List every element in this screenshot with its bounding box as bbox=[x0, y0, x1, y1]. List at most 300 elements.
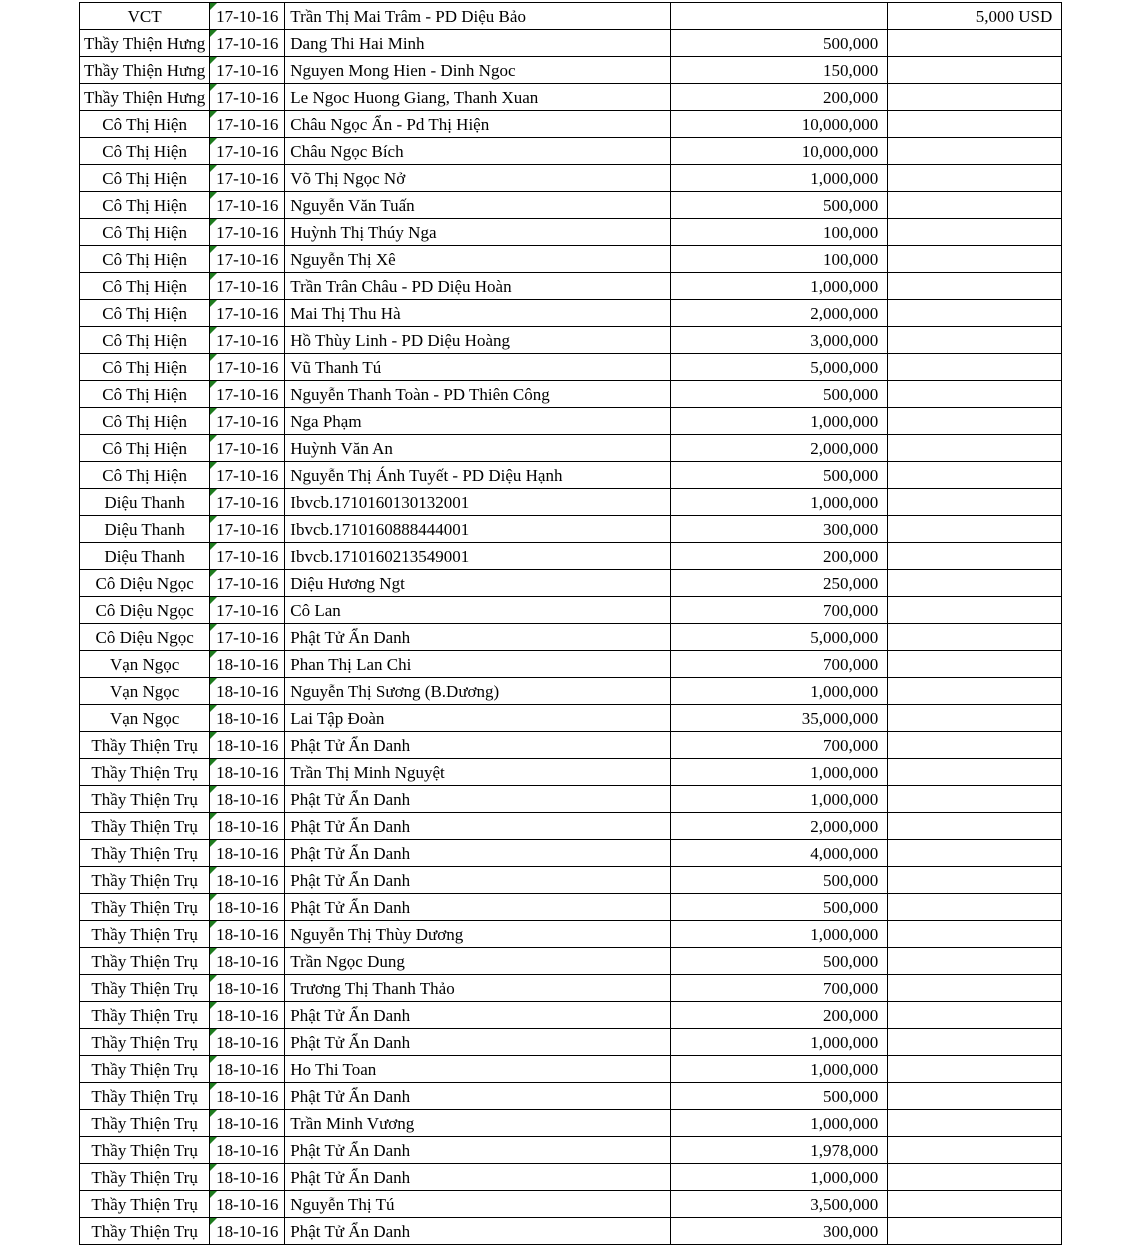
cell-date[interactable] bbox=[210, 84, 285, 111]
cell-date[interactable] bbox=[210, 3, 285, 30]
cell-amount[interactable]: 2,000,000 bbox=[671, 300, 888, 327]
cell-date[interactable] bbox=[210, 1056, 285, 1083]
cell-donor[interactable]: Phật Tử Ẩn Danh bbox=[285, 840, 671, 867]
giver-label: Cô Thị Hiện bbox=[102, 465, 187, 485]
cell-donor[interactable]: Diệu Hương Ngt bbox=[285, 570, 671, 597]
cell-amount[interactable]: 500,000 bbox=[671, 894, 888, 921]
giver-label: Thầy Thiện Trụ bbox=[91, 924, 198, 944]
text-as-number-indicator-icon bbox=[210, 435, 217, 442]
cell-giver[interactable] bbox=[80, 354, 210, 381]
cell-amount[interactable]: 1,000,000 bbox=[671, 921, 888, 948]
cell-amount[interactable]: 100,000 bbox=[671, 246, 888, 273]
cell-giver[interactable] bbox=[80, 759, 210, 786]
cell-note[interactable] bbox=[888, 246, 1062, 273]
text-as-number-indicator-icon bbox=[210, 1191, 217, 1198]
cell-giver[interactable] bbox=[80, 138, 210, 165]
cell-amount[interactable]: 500,000 bbox=[671, 192, 888, 219]
cell-date[interactable] bbox=[210, 435, 285, 462]
cell-note[interactable] bbox=[888, 975, 1062, 1002]
cell-note[interactable] bbox=[888, 381, 1062, 408]
cell-donor[interactable]: Phật Tử Ẩn Danh bbox=[285, 732, 671, 759]
cell-donor[interactable]: Phật Tử Ẩn Danh bbox=[285, 624, 671, 651]
text-as-number-indicator-icon bbox=[210, 813, 217, 820]
giver-label: Thầy Thiện Trụ bbox=[91, 978, 198, 998]
cell-note[interactable] bbox=[888, 732, 1062, 759]
cell-amount[interactable]: 3,000,000 bbox=[671, 327, 888, 354]
cell-note[interactable] bbox=[888, 1002, 1062, 1029]
cell-date[interactable] bbox=[210, 1218, 285, 1245]
cell-date[interactable] bbox=[210, 840, 285, 867]
cell-giver-clip bbox=[80, 246, 209, 272]
cell-note[interactable] bbox=[888, 1110, 1062, 1137]
cell-date[interactable] bbox=[210, 165, 285, 192]
cell-amount[interactable]: 1,978,000 bbox=[671, 1137, 888, 1164]
text-as-number-indicator-icon bbox=[210, 165, 217, 172]
cell-donor[interactable]: Phật Tử Ẩn Danh bbox=[285, 813, 671, 840]
cell-giver[interactable] bbox=[80, 705, 210, 732]
cell-giver-clip bbox=[80, 867, 209, 893]
cell-donor[interactable]: Phật Tử Ẩn Danh bbox=[285, 1029, 671, 1056]
cell-donor[interactable]: Trần Minh Vương bbox=[285, 1110, 671, 1137]
cell-note[interactable] bbox=[888, 894, 1062, 921]
cell-note[interactable] bbox=[888, 219, 1062, 246]
cell-amount[interactable]: 150,000 bbox=[671, 57, 888, 84]
cell-amount[interactable]: 1,000,000 bbox=[671, 1110, 888, 1137]
cell-note[interactable] bbox=[888, 192, 1062, 219]
table-row bbox=[80, 30, 1062, 57]
cell-amount[interactable]: 500,000 bbox=[671, 948, 888, 975]
cell-giver-clip bbox=[80, 489, 209, 515]
cell-date[interactable] bbox=[210, 192, 285, 219]
cell-giver[interactable] bbox=[80, 1056, 210, 1083]
cell-donor[interactable]: Ibvcb.1710160130132001 bbox=[285, 489, 671, 516]
cell-note[interactable] bbox=[888, 1191, 1062, 1218]
table-row bbox=[80, 1056, 1062, 1083]
cell-date[interactable] bbox=[210, 597, 285, 624]
table-row bbox=[80, 1218, 1062, 1245]
table-row bbox=[80, 3, 1062, 30]
cell-giver[interactable] bbox=[80, 570, 210, 597]
cell-donor[interactable]: Trần Thị Minh Nguyệt bbox=[285, 759, 671, 786]
cell-note[interactable] bbox=[888, 408, 1062, 435]
cell-date[interactable] bbox=[210, 408, 285, 435]
table-row bbox=[80, 1164, 1062, 1191]
cell-note[interactable] bbox=[888, 921, 1062, 948]
cell-giver[interactable] bbox=[80, 1218, 210, 1245]
cell-amount[interactable]: 10,000,000 bbox=[671, 138, 888, 165]
cell-giver[interactable] bbox=[80, 1083, 210, 1110]
cell-amount[interactable]: 200,000 bbox=[671, 84, 888, 111]
cell-giver[interactable] bbox=[80, 327, 210, 354]
cell-giver[interactable] bbox=[80, 219, 210, 246]
cell-note[interactable] bbox=[888, 543, 1062, 570]
cell-donor[interactable]: Phật Tử Ẩn Danh bbox=[285, 786, 671, 813]
cell-donor[interactable]: Nguyễn Thị Tú bbox=[285, 1191, 671, 1218]
cell-amount[interactable]: 5,000,000 bbox=[671, 354, 888, 381]
cell-giver[interactable] bbox=[80, 813, 210, 840]
cell-date[interactable] bbox=[210, 489, 285, 516]
cell-note[interactable] bbox=[888, 597, 1062, 624]
date-label: 18-10-16 bbox=[216, 1113, 279, 1133]
cell-note[interactable] bbox=[888, 138, 1062, 165]
cell-giver[interactable] bbox=[80, 246, 210, 273]
cell-donor[interactable]: Nguyễn Thanh Toàn - PD Thiên Công bbox=[285, 381, 671, 408]
cell-donor[interactable]: Dang Thi Hai Minh bbox=[285, 30, 671, 57]
cell-donor[interactable]: Trần Thị Mai Trâm - PD Diệu Bảo bbox=[285, 3, 671, 30]
cell-donor[interactable]: Ho Thi Toan bbox=[285, 1056, 671, 1083]
cell-amount[interactable]: 500,000 bbox=[671, 1083, 888, 1110]
table-row bbox=[80, 921, 1062, 948]
cell-date[interactable] bbox=[210, 219, 285, 246]
cell-amount[interactable]: 200,000 bbox=[671, 1002, 888, 1029]
cell-note[interactable] bbox=[888, 84, 1062, 111]
cell-amount[interactable]: 1,000,000 bbox=[671, 1056, 888, 1083]
cell-note[interactable] bbox=[888, 1083, 1062, 1110]
cell-giver-clip bbox=[80, 1083, 209, 1109]
cell-giver[interactable] bbox=[80, 597, 210, 624]
cell-date[interactable] bbox=[210, 570, 285, 597]
giver-label: Thầy Thiện Trụ bbox=[91, 1221, 198, 1241]
cell-amount[interactable]: 300,000 bbox=[671, 516, 888, 543]
cell-giver[interactable] bbox=[80, 975, 210, 1002]
table-row bbox=[80, 435, 1062, 462]
date-label: 17-10-16 bbox=[216, 60, 279, 80]
cell-donor[interactable]: Phan Thị Lan Chi bbox=[285, 651, 671, 678]
cell-date[interactable] bbox=[210, 1164, 285, 1191]
cell-amount[interactable] bbox=[671, 3, 888, 30]
giver-label: Diệu Thanh bbox=[104, 492, 185, 512]
table-row bbox=[80, 705, 1062, 732]
cell-giver[interactable] bbox=[80, 516, 210, 543]
cell-note[interactable] bbox=[888, 948, 1062, 975]
cell-giver[interactable] bbox=[80, 84, 210, 111]
cell-donor[interactable]: Nguyễn Thị Thùy Dương bbox=[285, 921, 671, 948]
cell-amount[interactable]: 200,000 bbox=[671, 543, 888, 570]
cell-donor[interactable]: Nguyễn Thị Xê bbox=[285, 246, 671, 273]
cell-giver[interactable] bbox=[80, 786, 210, 813]
cell-giver[interactable] bbox=[80, 840, 210, 867]
cell-giver[interactable] bbox=[80, 1191, 210, 1218]
cell-donor[interactable]: Huỳnh Thị Thúy Nga bbox=[285, 219, 671, 246]
cell-note[interactable] bbox=[888, 1056, 1062, 1083]
giver-label: Thầy Thiện Trụ bbox=[91, 1032, 198, 1052]
text-as-number-indicator-icon bbox=[210, 30, 217, 37]
cell-amount[interactable]: 2,000,000 bbox=[671, 813, 888, 840]
table-row bbox=[80, 300, 1062, 327]
cell-donor[interactable]: Cô Lan bbox=[285, 597, 671, 624]
cell-date[interactable] bbox=[210, 543, 285, 570]
cell-giver-clip bbox=[80, 354, 209, 380]
cell-note[interactable] bbox=[888, 462, 1062, 489]
cell-note[interactable] bbox=[888, 354, 1062, 381]
cell-giver[interactable] bbox=[80, 1164, 210, 1191]
table-row bbox=[80, 786, 1062, 813]
cell-donor[interactable]: Trương Thị Thanh Thảo bbox=[285, 975, 671, 1002]
cell-donor[interactable]: Phật Tử Ẩn Danh bbox=[285, 1218, 671, 1245]
cell-giver[interactable] bbox=[80, 462, 210, 489]
cell-date[interactable] bbox=[210, 246, 285, 273]
text-as-number-indicator-icon bbox=[210, 1002, 217, 1009]
cell-amount[interactable]: 4,000,000 bbox=[671, 840, 888, 867]
text-as-number-indicator-icon bbox=[210, 597, 217, 604]
cell-donor[interactable]: Ibvcb.1710160888444001 bbox=[285, 516, 671, 543]
cell-giver-clip bbox=[80, 138, 209, 164]
cell-donor[interactable]: Phật Tử Ẩn Danh bbox=[285, 1164, 671, 1191]
cell-note[interactable] bbox=[888, 867, 1062, 894]
text-as-number-indicator-icon bbox=[210, 921, 217, 928]
cell-date[interactable] bbox=[210, 1002, 285, 1029]
cell-giver[interactable] bbox=[80, 678, 210, 705]
cell-date[interactable] bbox=[210, 327, 285, 354]
cell-donor[interactable]: Nguyen Mong Hien - Dinh Ngoc bbox=[285, 57, 671, 84]
cell-note[interactable] bbox=[888, 678, 1062, 705]
text-as-number-indicator-icon bbox=[210, 786, 217, 793]
cell-amount[interactable]: 700,000 bbox=[671, 597, 888, 624]
giver-label: Cô Diệu Ngọc bbox=[95, 600, 194, 620]
donation-spreadsheet bbox=[79, 2, 1062, 1245]
table-row bbox=[80, 651, 1062, 678]
cell-amount[interactable]: 700,000 bbox=[671, 651, 888, 678]
cell-donor[interactable]: Hồ Thùy Linh - PD Diệu Hoàng bbox=[285, 327, 671, 354]
cell-date[interactable] bbox=[210, 651, 285, 678]
giver-label: Thầy Thiện Trụ bbox=[91, 789, 198, 809]
cell-date[interactable] bbox=[210, 273, 285, 300]
cell-note[interactable] bbox=[888, 111, 1062, 138]
giver-label: Cô Thị Hiện bbox=[102, 249, 187, 269]
cell-giver[interactable] bbox=[80, 732, 210, 759]
cell-date[interactable] bbox=[210, 732, 285, 759]
cell-donor[interactable]: Phật Tử Ẩn Danh bbox=[285, 894, 671, 921]
date-label: 17-10-16 bbox=[216, 276, 279, 296]
giver-label: Thầy Thiện Hưng bbox=[84, 60, 206, 80]
cell-donor[interactable]: Ibvcb.1710160213549001 bbox=[285, 543, 671, 570]
cell-note[interactable] bbox=[888, 705, 1062, 732]
cell-giver[interactable] bbox=[80, 651, 210, 678]
cell-donor[interactable]: Trần Trân Châu - PD Diệu Hoàn bbox=[285, 273, 671, 300]
giver-label: Thầy Thiện Trụ bbox=[91, 762, 198, 782]
cell-date[interactable] bbox=[210, 300, 285, 327]
cell-note[interactable] bbox=[888, 786, 1062, 813]
cell-giver-clip bbox=[80, 516, 209, 542]
cell-date[interactable] bbox=[210, 948, 285, 975]
cell-giver[interactable] bbox=[80, 489, 210, 516]
cell-date[interactable] bbox=[210, 813, 285, 840]
cell-amount[interactable]: 100,000 bbox=[671, 219, 888, 246]
giver-label: Cô Thị Hiện bbox=[102, 114, 187, 134]
cell-donor[interactable]: Phật Tử Ẩn Danh bbox=[285, 1137, 671, 1164]
cell-date[interactable] bbox=[210, 30, 285, 57]
cell-note[interactable] bbox=[888, 516, 1062, 543]
cell-giver[interactable] bbox=[80, 3, 210, 30]
cell-date[interactable] bbox=[210, 1029, 285, 1056]
cell-date[interactable] bbox=[210, 1110, 285, 1137]
cell-donor[interactable]: Nguyễn Thị Ánh Tuyết - PD Diệu Hạnh bbox=[285, 462, 671, 489]
cell-note[interactable] bbox=[888, 570, 1062, 597]
cell-giver[interactable] bbox=[80, 111, 210, 138]
cell-donor[interactable]: Vũ Thanh Tú bbox=[285, 354, 671, 381]
cell-amount[interactable]: 1,000,000 bbox=[671, 273, 888, 300]
cell-giver[interactable] bbox=[80, 381, 210, 408]
cell-giver[interactable] bbox=[80, 624, 210, 651]
table-row bbox=[80, 732, 1062, 759]
cell-giver[interactable] bbox=[80, 165, 210, 192]
cell-note[interactable] bbox=[888, 165, 1062, 192]
cell-giver-clip bbox=[80, 1218, 209, 1244]
date-label: 17-10-16 bbox=[216, 141, 279, 161]
cell-giver[interactable] bbox=[80, 192, 210, 219]
cell-note[interactable] bbox=[888, 813, 1062, 840]
cell-note[interactable] bbox=[888, 651, 1062, 678]
cell-date[interactable] bbox=[210, 381, 285, 408]
giver-label: Diệu Thanh bbox=[104, 519, 185, 539]
cell-date[interactable] bbox=[210, 867, 285, 894]
cell-giver[interactable] bbox=[80, 921, 210, 948]
cell-note[interactable] bbox=[888, 1137, 1062, 1164]
cell-giver[interactable] bbox=[80, 408, 210, 435]
table-row bbox=[80, 327, 1062, 354]
cell-date[interactable] bbox=[210, 894, 285, 921]
cell-donor[interactable]: Trần Ngọc Dung bbox=[285, 948, 671, 975]
text-as-number-indicator-icon bbox=[210, 705, 217, 712]
cell-note[interactable] bbox=[888, 624, 1062, 651]
cell-amount[interactable]: 700,000 bbox=[671, 732, 888, 759]
cell-giver-clip bbox=[80, 381, 209, 407]
cell-note[interactable] bbox=[888, 759, 1062, 786]
cell-note[interactable] bbox=[888, 300, 1062, 327]
cell-donor[interactable]: Lai Tập Đoàn bbox=[285, 705, 671, 732]
cell-giver[interactable] bbox=[80, 273, 210, 300]
cell-amount[interactable]: 2,000,000 bbox=[671, 435, 888, 462]
cell-amount[interactable]: 1,000,000 bbox=[671, 1164, 888, 1191]
cell-amount[interactable]: 10,000,000 bbox=[671, 111, 888, 138]
cell-giver[interactable] bbox=[80, 57, 210, 84]
cell-date[interactable] bbox=[210, 1137, 285, 1164]
cell-note[interactable] bbox=[888, 327, 1062, 354]
cell-giver[interactable] bbox=[80, 543, 210, 570]
cell-giver[interactable] bbox=[80, 894, 210, 921]
cell-date[interactable] bbox=[210, 1083, 285, 1110]
cell-note[interactable] bbox=[888, 1029, 1062, 1056]
cell-note[interactable] bbox=[888, 273, 1062, 300]
cell-amount[interactable]: 1,000,000 bbox=[671, 165, 888, 192]
cell-donor[interactable]: Nguyễn Văn Tuấn bbox=[285, 192, 671, 219]
cell-date[interactable] bbox=[210, 111, 285, 138]
cell-amount[interactable]: 3,500,000 bbox=[671, 1191, 888, 1218]
cell-donor[interactable]: Võ Thị Ngọc Nở bbox=[285, 165, 671, 192]
cell-note[interactable] bbox=[888, 489, 1062, 516]
cell-amount[interactable]: 1,000,000 bbox=[671, 786, 888, 813]
date-label: 18-10-16 bbox=[216, 1140, 279, 1160]
cell-amount[interactable]: 700,000 bbox=[671, 975, 888, 1002]
giver-label: Thầy Thiện Trụ bbox=[91, 843, 198, 863]
cell-donor[interactable]: Phật Tử Ẩn Danh bbox=[285, 1083, 671, 1110]
giver-label: Vạn Ngọc bbox=[109, 654, 180, 674]
cell-giver[interactable] bbox=[80, 1137, 210, 1164]
date-label: 18-10-16 bbox=[216, 951, 279, 971]
cell-date[interactable] bbox=[210, 1191, 285, 1218]
cell-giver[interactable] bbox=[80, 1002, 210, 1029]
cell-amount[interactable]: 1,000,000 bbox=[671, 759, 888, 786]
cell-date[interactable] bbox=[210, 462, 285, 489]
text-as-number-indicator-icon bbox=[210, 273, 217, 280]
cell-note[interactable]: 5,000 USD bbox=[888, 3, 1062, 30]
cell-amount[interactable]: 1,000,000 bbox=[671, 1029, 888, 1056]
cell-note[interactable] bbox=[888, 1164, 1062, 1191]
cell-amount[interactable]: 1,000,000 bbox=[671, 489, 888, 516]
cell-giver[interactable] bbox=[80, 867, 210, 894]
date-label: 17-10-16 bbox=[216, 492, 279, 512]
text-as-number-indicator-icon bbox=[210, 624, 217, 631]
cell-date[interactable] bbox=[210, 678, 285, 705]
cell-donor[interactable]: Nguyễn Thị Sương (B.Dương) bbox=[285, 678, 671, 705]
cell-donor[interactable]: Phật Tử Ẩn Danh bbox=[285, 1002, 671, 1029]
cell-date[interactable] bbox=[210, 354, 285, 381]
cell-amount[interactable]: 500,000 bbox=[671, 30, 888, 57]
cell-donor[interactable]: Phật Tử Ẩn Danh bbox=[285, 867, 671, 894]
cell-note[interactable] bbox=[888, 57, 1062, 84]
date-label: 17-10-16 bbox=[216, 411, 279, 431]
cell-amount[interactable]: 500,000 bbox=[671, 381, 888, 408]
cell-note[interactable] bbox=[888, 1218, 1062, 1245]
date-label: 18-10-16 bbox=[216, 843, 279, 863]
cell-donor[interactable]: Mai Thị Thu Hà bbox=[285, 300, 671, 327]
text-as-number-indicator-icon bbox=[210, 246, 217, 253]
cell-amount[interactable]: 5,000,000 bbox=[671, 624, 888, 651]
cell-date[interactable] bbox=[210, 975, 285, 1002]
cell-giver[interactable] bbox=[80, 300, 210, 327]
cell-amount[interactable]: 1,000,000 bbox=[671, 408, 888, 435]
cell-date[interactable] bbox=[210, 57, 285, 84]
cell-donor[interactable]: Châu Ngọc Bích bbox=[285, 138, 671, 165]
cell-amount[interactable]: 250,000 bbox=[671, 570, 888, 597]
cell-date[interactable] bbox=[210, 624, 285, 651]
cell-amount[interactable]: 500,000 bbox=[671, 462, 888, 489]
cell-donor[interactable]: Huỳnh Văn An bbox=[285, 435, 671, 462]
text-as-number-indicator-icon bbox=[210, 840, 217, 847]
cell-amount[interactable]: 1,000,000 bbox=[671, 678, 888, 705]
cell-date[interactable] bbox=[210, 786, 285, 813]
text-as-number-indicator-icon bbox=[210, 894, 217, 901]
cell-giver-clip bbox=[80, 840, 209, 866]
cell-amount[interactable]: 500,000 bbox=[671, 867, 888, 894]
cell-date[interactable] bbox=[210, 705, 285, 732]
cell-date[interactable] bbox=[210, 516, 285, 543]
date-label: 17-10-16 bbox=[216, 519, 279, 539]
cell-giver-clip bbox=[80, 1137, 209, 1163]
cell-giver[interactable] bbox=[80, 30, 210, 57]
cell-date[interactable] bbox=[210, 921, 285, 948]
cell-giver-clip bbox=[80, 57, 209, 83]
cell-giver[interactable] bbox=[80, 1029, 210, 1056]
cell-note[interactable] bbox=[888, 840, 1062, 867]
cell-note[interactable] bbox=[888, 30, 1062, 57]
date-label: 17-10-16 bbox=[216, 33, 279, 53]
cell-date[interactable] bbox=[210, 759, 285, 786]
cell-amount[interactable]: 300,000 bbox=[671, 1218, 888, 1245]
cell-note[interactable] bbox=[888, 435, 1062, 462]
cell-giver[interactable] bbox=[80, 435, 210, 462]
cell-donor[interactable]: Nga Phạm bbox=[285, 408, 671, 435]
giver-label: Thầy Thiện Trụ bbox=[91, 951, 198, 971]
cell-amount[interactable]: 35,000,000 bbox=[671, 705, 888, 732]
cell-giver[interactable] bbox=[80, 948, 210, 975]
cell-donor[interactable]: Le Ngoc Huong Giang, Thanh Xuan bbox=[285, 84, 671, 111]
cell-donor[interactable]: Châu Ngọc Ẩn - Pd Thị Hiện bbox=[285, 111, 671, 138]
cell-date[interactable] bbox=[210, 138, 285, 165]
cell-giver[interactable] bbox=[80, 1110, 210, 1137]
giver-label: Thầy Thiện Trụ bbox=[91, 870, 198, 890]
text-as-number-indicator-icon bbox=[210, 1137, 217, 1144]
